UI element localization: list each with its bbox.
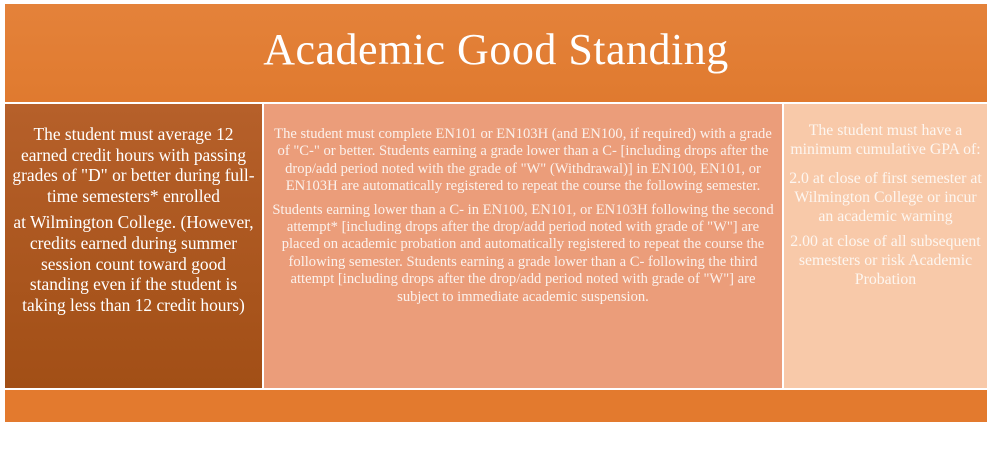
credit-hours-requirement-panel xyxy=(5,104,262,388)
credit-hours-note: at Wilmington College. (However, credits earned during summer session count toward good standing even if the student is taking less than 12 credit hours) xyxy=(13,212,254,315)
gpa-intro-text: The student must have a minimum cumulative GPA of: xyxy=(790,122,981,158)
english-requirement-panel xyxy=(264,104,782,388)
title-banner xyxy=(5,4,987,102)
footer-bar xyxy=(5,390,987,422)
english-probation-text: Students earning lower than a C- in EN100, EN101, or EN103H following the second attempt* [including drops after the drop/add period noted with grade of "W"] are placed on academic probation and automatically registered to repeat the course the following semester. Students earning a grade lower than a C- following the third attempt [including drops after the drop/add period noted with grade of "W"] are subject to immediate academic suspension. xyxy=(272,201,774,305)
gpa-requirement-panel xyxy=(784,104,987,388)
gpa-subsequent-semesters-text: 2.00 at close of all subsequent semesters or risk Academic Probation xyxy=(790,233,981,288)
english-requirement-text: The student must complete EN101 or EN103H (and EN100, if required) with a grade of "C-" or better. Students earning a grade lower than a C- [including drops after the drop/add period noted with the grade of "W" (Withdrawal)] in EN100, EN101, or EN103H are automatically registered to repeat the course the following semester. xyxy=(274,126,772,195)
page-title: Academic Good Standing xyxy=(263,24,729,74)
credit-hours-text: The student must average 12 earned credit hours with passing grades of "D" or better during full-time semesters* enrolled xyxy=(12,124,255,206)
gpa-first-semester-text: 2.0 at close of first semester at Wilmington College or incur an academic warning xyxy=(789,170,982,225)
